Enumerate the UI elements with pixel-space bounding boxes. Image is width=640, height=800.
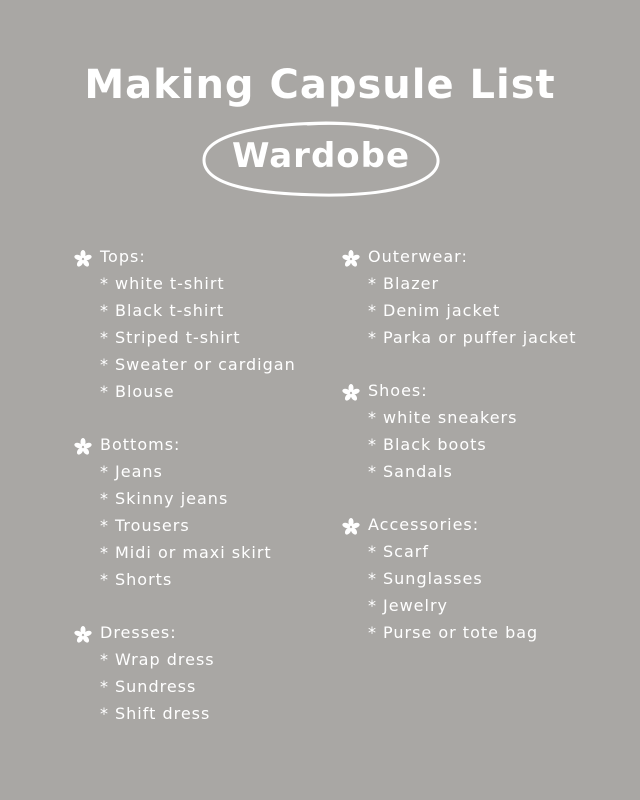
subtitle: Wardobe xyxy=(231,136,411,176)
left-column xyxy=(74,243,364,753)
section-title: Shoes: xyxy=(368,381,428,400)
category-shoes xyxy=(342,377,632,485)
list-item: * Jewelry xyxy=(368,596,448,615)
category-outerwear xyxy=(342,243,632,351)
list-item: * Black boots xyxy=(368,435,487,454)
flower-icon xyxy=(74,438,92,456)
list-item: * Parka or puffer jacket xyxy=(368,328,577,347)
right-column xyxy=(342,243,632,672)
list-item: * Denim jacket xyxy=(368,301,501,320)
subtitle-oval xyxy=(196,118,446,200)
list-item: * Shorts xyxy=(100,570,173,589)
list-item: * white sneakers xyxy=(368,408,518,427)
section-title: Bottoms: xyxy=(100,435,181,454)
list-item: * Shift dress xyxy=(100,704,211,723)
category-accessories xyxy=(342,511,632,646)
flower-icon xyxy=(342,250,360,268)
section-title: Tops: xyxy=(100,247,146,266)
list-item: * Striped t-shirt xyxy=(100,328,241,347)
list-item: * Wrap dress xyxy=(100,650,215,669)
flower-icon xyxy=(74,626,92,644)
list-item: * white t-shirt xyxy=(100,274,225,293)
list-item: * Purse or tote bag xyxy=(368,623,539,642)
category-bottoms xyxy=(74,431,364,593)
section-title: Dresses: xyxy=(100,623,177,642)
list-item: * Sundress xyxy=(100,677,197,696)
flower-icon xyxy=(342,384,360,402)
list-item: * Jeans xyxy=(100,462,163,481)
flower-icon xyxy=(342,518,360,536)
page-title: Making Capsule List xyxy=(84,62,556,108)
list-item: * Trousers xyxy=(100,516,190,535)
section-title: Accessories: xyxy=(368,515,480,534)
list-item: * Sweater or cardigan xyxy=(100,355,296,374)
category-tops xyxy=(74,243,364,405)
list-item: * Midi or maxi skirt xyxy=(100,543,272,562)
list-item: * Skinny jeans xyxy=(100,489,229,508)
list-item: * Sunglasses xyxy=(368,569,483,588)
section-title: Outerwear: xyxy=(368,247,468,266)
list-item: * Blazer xyxy=(368,274,440,293)
list-item: * Scarf xyxy=(368,542,429,561)
list-item: * Blouse xyxy=(100,382,175,401)
list-item: * Sandals xyxy=(368,462,453,481)
flower-icon xyxy=(74,250,92,268)
category-dresses xyxy=(74,619,364,727)
list-item: * Black t-shirt xyxy=(100,301,225,320)
